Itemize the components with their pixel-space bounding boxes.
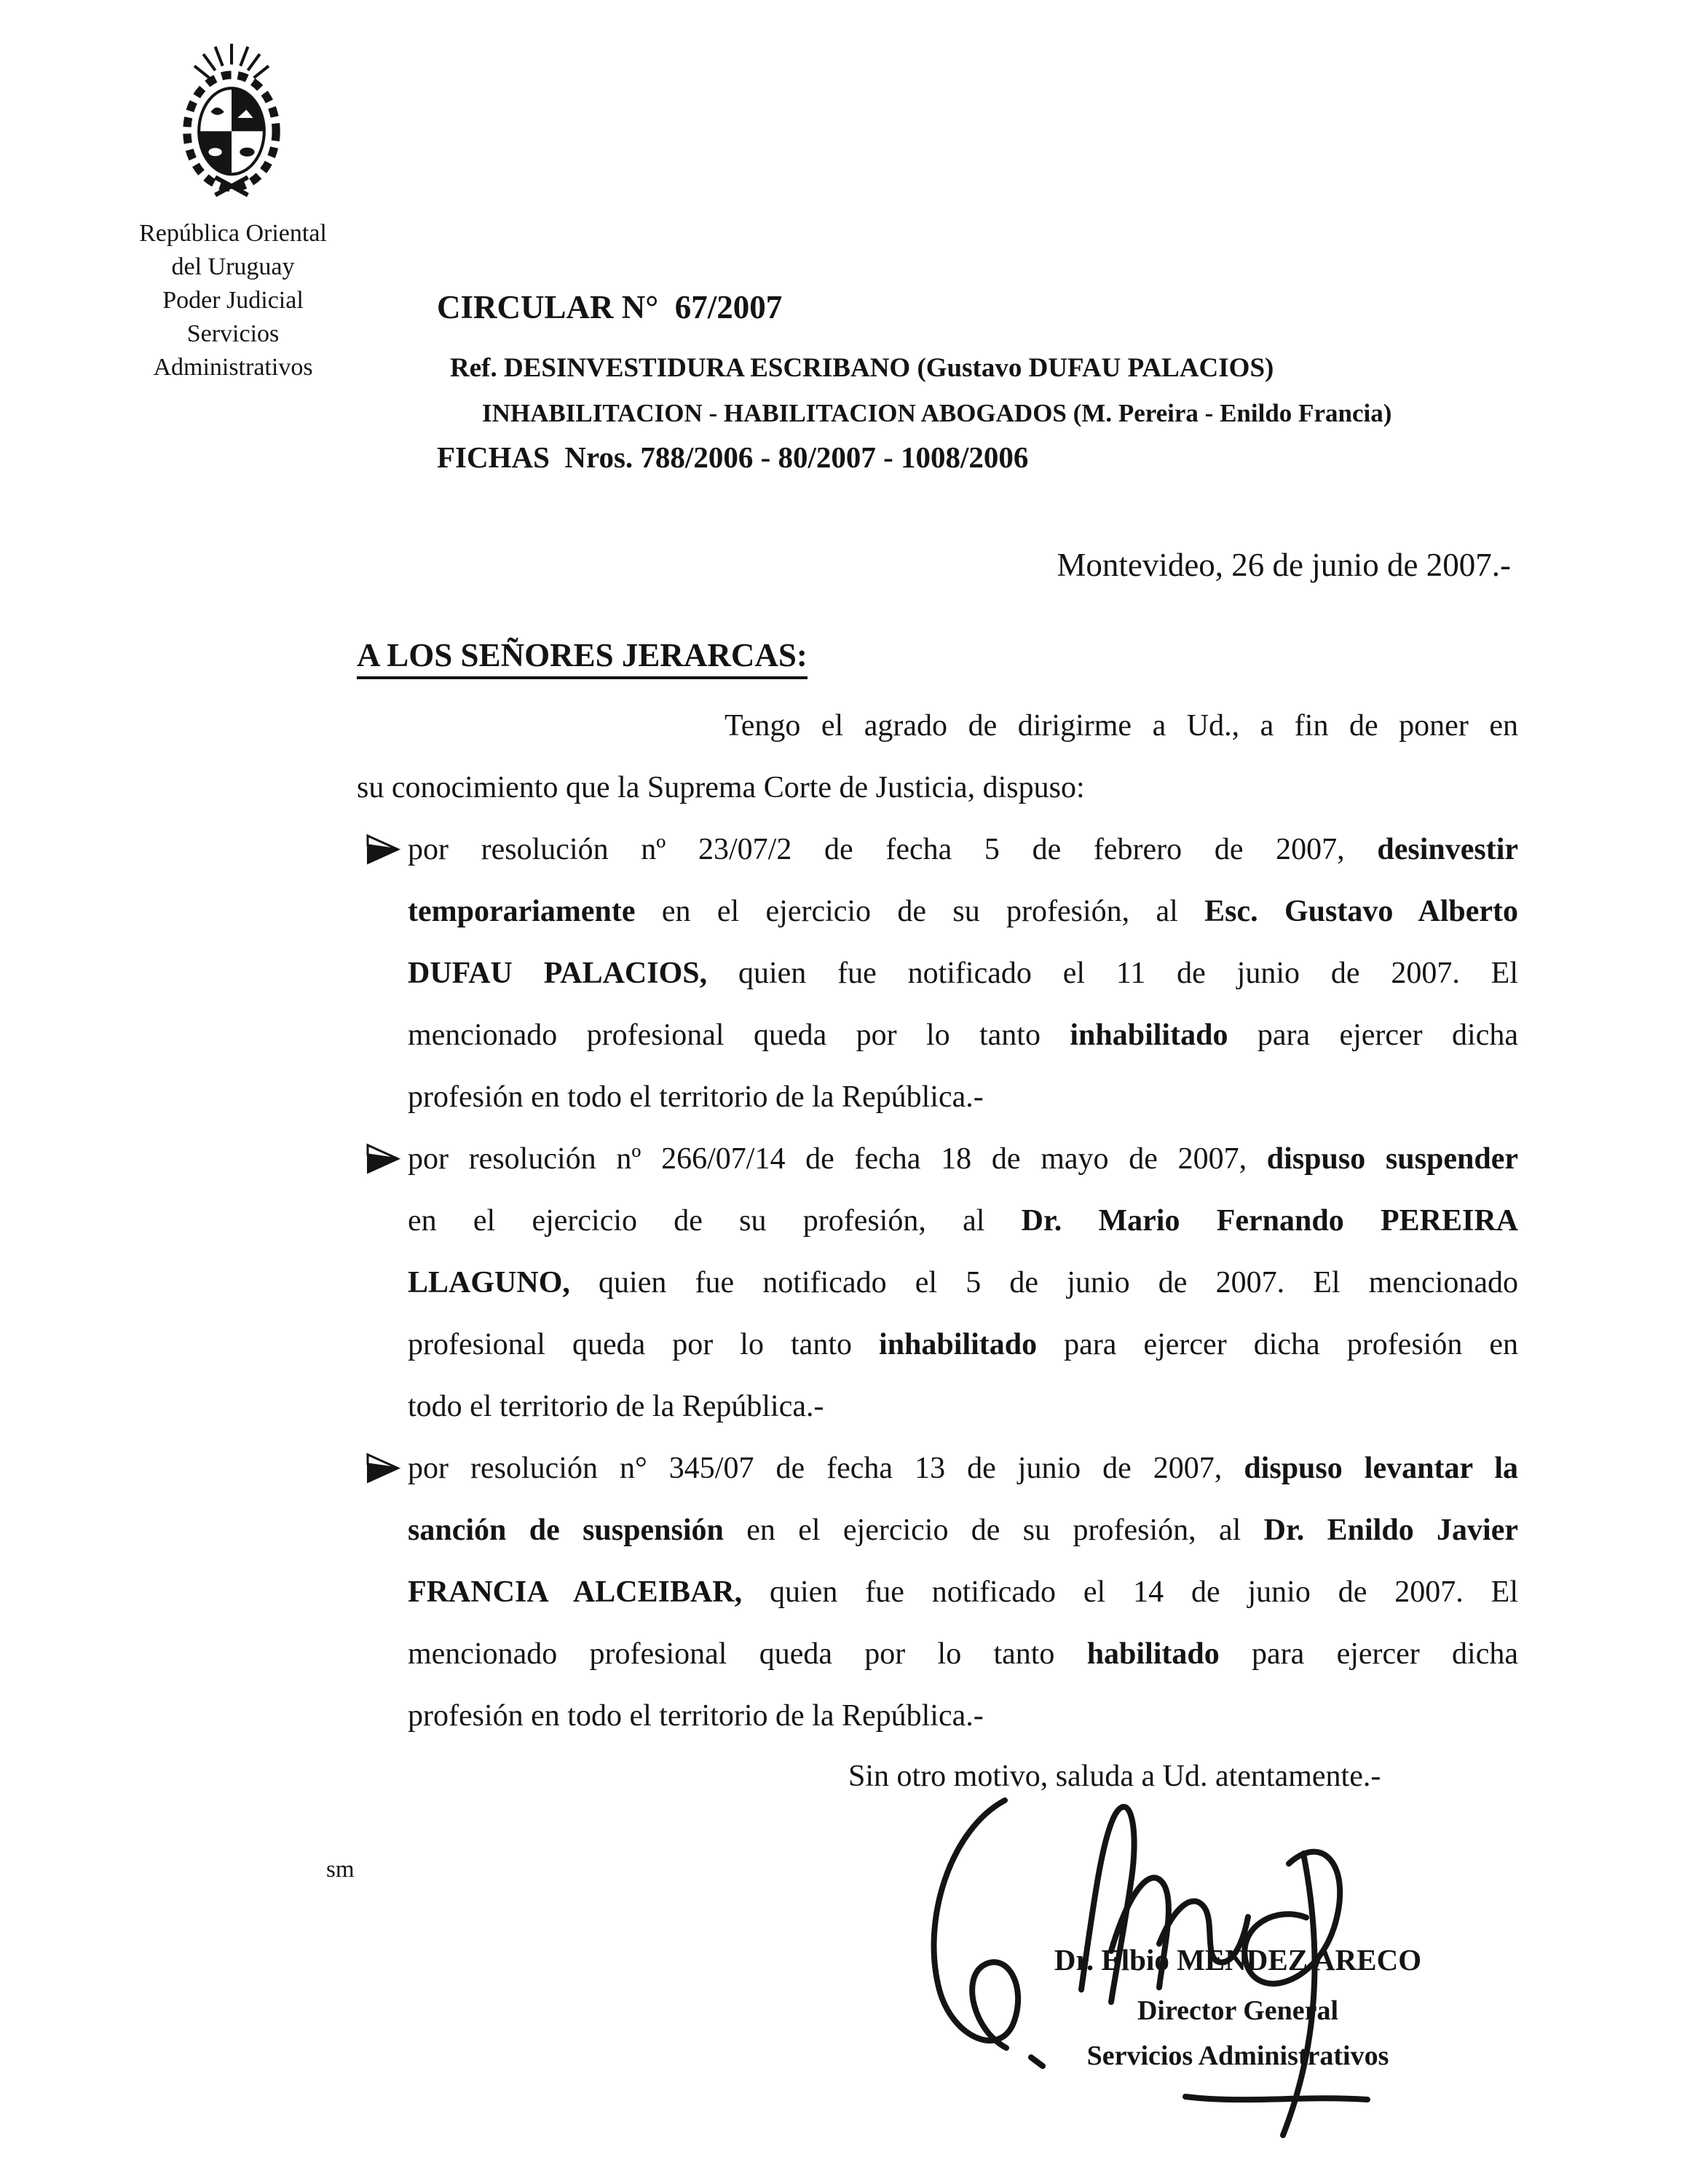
body-text: todo el territorio de la República.- (408, 1390, 824, 1423)
emphasized-text: dispuso levantar la (1244, 1452, 1519, 1485)
emphasized-text: Esc. Gustavo Alberto (1204, 895, 1519, 928)
resolution-bullet-item (357, 819, 1518, 1128)
letterhead-caption (87, 217, 379, 384)
emphasized-text: habilitado (1086, 1637, 1220, 1671)
letterhead-caption-line: Servicios (186, 320, 280, 347)
fichas-line: FICHAS Nros. 788/2006 - 80/2007 - 1008/2006 (437, 440, 1029, 474)
body-text: por resolución nº 23/07/2 de fecha 5 de febrero de 2007, (408, 833, 1378, 866)
letterhead-caption-line: del Uruguay (171, 253, 295, 280)
reference-line: Ref. DESINVESTIDURA ESCRIBANO (Gustavo DUFAU PALACIOS) (450, 353, 1274, 383)
bullet-text-line (408, 1623, 1518, 1685)
emphasized-text: Dr. Enildo Javier (1263, 1514, 1519, 1547)
bullet-text-line (408, 1252, 1518, 1314)
body-text: quien fue notificado el 5 de junio de 2007. El mencionado (569, 1266, 1518, 1299)
letterhead-caption-line: Administrativos (153, 354, 313, 381)
body-text: mencionado profesional queda por lo tanto (408, 1637, 1087, 1671)
body-text: por resolución nº 266/07/14 de fecha 18 de mayo de 2007, (408, 1142, 1267, 1176)
uruguay-coat-of-arms-icon (172, 42, 291, 198)
salutation (357, 636, 808, 679)
circular-number: CIRCULAR N° 67/2007 (437, 289, 783, 325)
emphasized-text: DUFAU PALACIOS, (408, 957, 708, 990)
bullet-text-line (408, 1005, 1518, 1067)
body-text: profesión en todo el territorio de la República.- (408, 1699, 984, 1733)
bullet-text-line (408, 881, 1518, 943)
resolution-bullet-item (357, 1128, 1518, 1438)
body-text: en el ejercicio de su profesión, al (408, 1204, 1022, 1238)
bullet-text-line (408, 943, 1518, 1005)
body-text: para ejercer dicha (1219, 1637, 1518, 1671)
signer-role: Director General (1137, 1995, 1339, 2026)
subject-line: INHABILITACION - HABILITACION ABOGADOS (M. Pereira - Enildo Francia) (482, 399, 1392, 427)
emphasized-text: dispuso suspender (1266, 1142, 1518, 1176)
letterhead-caption-line: Poder Judicial (162, 287, 304, 314)
intro-line-2: su conocimiento que la Suprema Corte de Justicia, dispuso: (357, 771, 1085, 804)
body-text: profesional queda por lo tanto (408, 1328, 880, 1361)
resolution-bullet-item (357, 1438, 1518, 1747)
emphasized-text: inhabilitado (1070, 1018, 1228, 1052)
emphasized-text: FRANCIA ALCEIBAR, (408, 1575, 743, 1609)
body-text: mencionado profesional queda por lo tanto (408, 1018, 1070, 1052)
resolution-list (357, 819, 1518, 1747)
intro-line-1: Tengo el agrado de dirigirme a Ud., a fin de poner en (724, 709, 1518, 743)
bullet-arrow-icon (366, 1452, 400, 1484)
bullet-arrow-icon (366, 1143, 400, 1175)
letterhead-caption-line: República Oriental (139, 220, 327, 247)
emphasized-text: inhabilitado (879, 1328, 1038, 1361)
bullet-text-line (408, 1376, 1518, 1438)
signer-name: Dr. Elbio MENDEZ ARECO (1054, 1943, 1422, 1977)
typist-initials: sm (326, 1856, 355, 1883)
bullet-text-line (408, 819, 1518, 881)
body-text: profesión en todo el territorio de la República.- (408, 1080, 984, 1114)
body-text: para ejercer dicha profesión en (1037, 1328, 1519, 1361)
body-text: quien fue notificado el 11 de junio de 2007. El (707, 957, 1518, 990)
salutation-text: A LOS SEÑORES JERARCAS: (357, 636, 808, 679)
body-text: para ejercer dicha (1228, 1018, 1518, 1052)
bullet-text-line (408, 1128, 1518, 1190)
date-line: Montevideo, 26 de junio de 2007.- (1057, 547, 1511, 583)
emphasized-text: Dr. Mario Fernando PEREIRA (1021, 1204, 1518, 1238)
closing-line: Sin otro motivo, saluda a Ud. atentamente.- (848, 1760, 1381, 1793)
signer-office: Servicios Administrativos (1086, 2041, 1389, 2071)
emphasized-text: LLAGUNO, (408, 1266, 570, 1299)
body-text: por resolución n° 345/07 de fecha 13 de junio de 2007, (408, 1452, 1244, 1485)
body-text: en el ejercicio de su profesión, al (723, 1514, 1264, 1547)
bullet-text-line (408, 1067, 1518, 1128)
bullet-text-line (408, 1190, 1518, 1252)
body-text: en el ejercicio de su profesión, al (635, 895, 1205, 928)
emphasized-text: temporariamente (408, 895, 636, 928)
bullet-text-line (408, 1500, 1518, 1562)
bullet-text-line (408, 1438, 1518, 1500)
bullet-text-line (408, 1314, 1518, 1376)
emphasized-text: sanción de suspensión (408, 1514, 724, 1547)
bullet-text-line (408, 1685, 1518, 1747)
emphasized-text: desinvestir (1377, 833, 1518, 866)
bullet-text-line (408, 1562, 1518, 1623)
bullet-arrow-icon (366, 834, 400, 866)
body-text: quien fue notificado el 14 de junio de 2007. El (742, 1575, 1518, 1609)
